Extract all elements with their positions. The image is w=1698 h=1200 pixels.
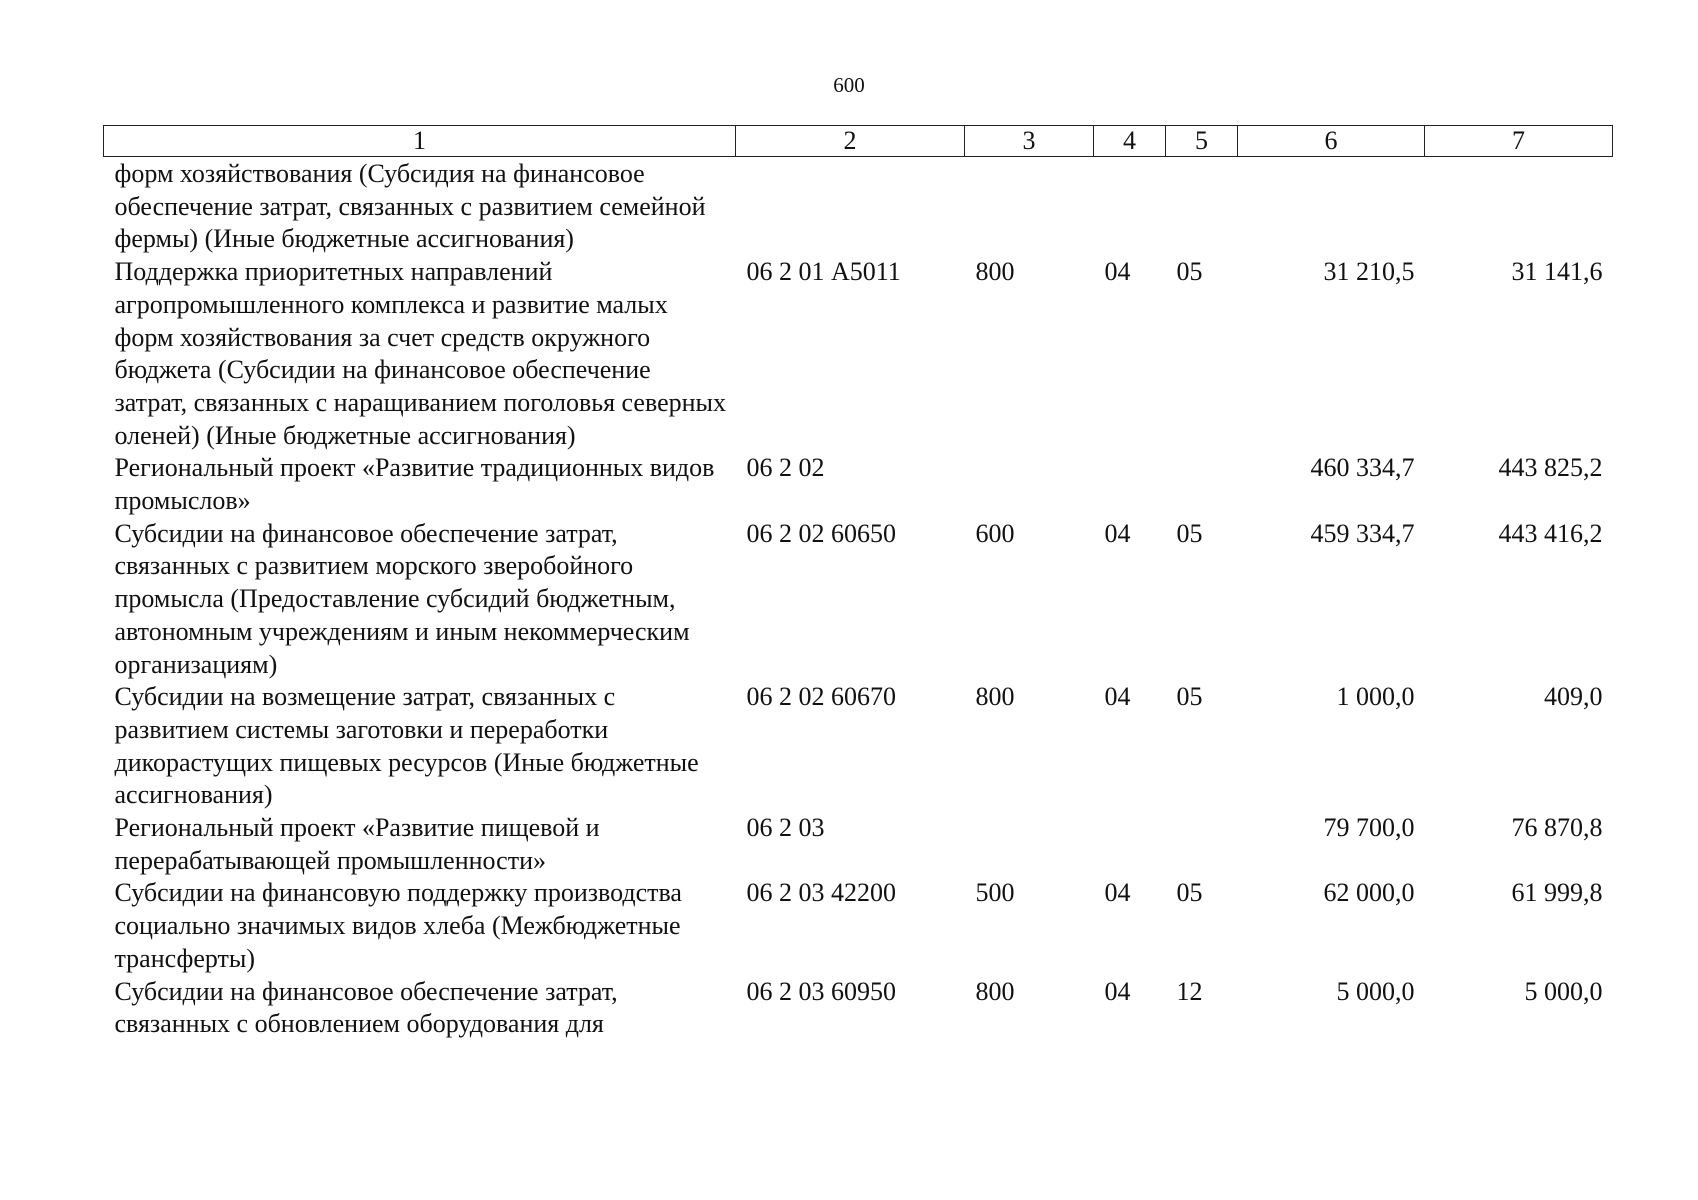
- row-type: 800: [975, 976, 1015, 1006]
- row-subsection: 12: [1176, 976, 1203, 1006]
- table-header-row: [104, 126, 1613, 157]
- row-name: Субсидии на возмещение затрат, связанных с развитием системы заготовки и переработки дикорастущих пищевых ресурсов (Иные бюджетные ассигнования): [114, 682, 699, 810]
- table-row: [104, 976, 1613, 1041]
- row-name: Субсидии на финансовое обеспечение затрат, связанных с развитием морского зверобойного промысла (Предоставление субсидий бюджетным, автономным учреждениям и иным некоммерческим организациям): [114, 518, 690, 679]
- row-code: 06 2 01 А5011: [746, 257, 901, 287]
- row-name: Поддержка приоритетных направлений агропромышленного комплекса и развитие малых форм хозяйствования за счет средств окружного бюджета (Субсидии на финансовое обеспечение затрат, связанных с наращиванием поголовья северных оленей) (Иные бюджетные ассигнования): [114, 257, 726, 450]
- column-header-7: 7: [1425, 126, 1613, 157]
- table-row: [104, 877, 1613, 975]
- row-subsection: 05: [1176, 878, 1203, 908]
- row-code: [736, 157, 965, 257]
- row-section: [1094, 452, 1166, 517]
- table-row: [104, 157, 1613, 257]
- row-type: [965, 157, 1094, 257]
- row-amount-7: 409,0: [1544, 682, 1603, 712]
- row-amount-6: 1 000,0: [1336, 682, 1415, 712]
- row-section: 04: [1104, 976, 1131, 1006]
- row-name: Региональный проект «Развитие пищевой и перерабатывающей промышленности»: [114, 813, 600, 875]
- row-subsection: [1166, 812, 1238, 877]
- row-type: 800: [975, 257, 1015, 287]
- budget-table: [103, 125, 1613, 1041]
- row-subsection: 05: [1176, 518, 1203, 548]
- row-section: [1094, 812, 1166, 877]
- row-amount-6: 62 000,0: [1323, 878, 1415, 908]
- row-subsection: [1166, 157, 1238, 257]
- row-amount-6: 5 000,0: [1336, 976, 1415, 1006]
- row-code: 06 2 02: [746, 453, 825, 483]
- table-row: [104, 681, 1613, 812]
- row-name: Субсидии на финансовое обеспечение затрат, связанных с обновлением оборудования для: [114, 976, 618, 1039]
- row-name: Субсидии на финансовую поддержку производства социально значимых видов хлеба (Межбюджетные трансферты): [114, 878, 682, 973]
- row-section: 04: [1104, 682, 1131, 712]
- row-amount-6: 79 700,0: [1323, 813, 1415, 843]
- row-subsection: 05: [1176, 682, 1203, 712]
- row-type: 500: [975, 878, 1015, 908]
- row-type: [965, 812, 1094, 877]
- row-amount-7: 5 000,0: [1524, 976, 1603, 1006]
- row-code: 06 2 03: [746, 813, 825, 843]
- page-number: 600: [833, 73, 865, 97]
- column-header-2: 2: [736, 126, 965, 157]
- row-code: 06 2 02 60650: [746, 518, 896, 548]
- row-subsection: [1166, 452, 1238, 517]
- table-row: [104, 812, 1613, 877]
- row-amount-6: 31 210,5: [1323, 257, 1415, 287]
- row-section: 04: [1104, 518, 1131, 548]
- row-amount-7: 76 870,8: [1511, 813, 1603, 843]
- row-section: 04: [1104, 257, 1131, 287]
- column-header-5: 5: [1166, 126, 1238, 157]
- row-amount-7: [1425, 157, 1613, 257]
- row-type: 800: [975, 682, 1015, 712]
- row-name: форм хозяйствования (Субсидия на финансовое обеспечение затрат, связанных с развитием семейной фермы) (Иные бюджетные ассигнования): [114, 159, 706, 254]
- row-code: 06 2 03 42200: [746, 878, 896, 908]
- row-amount-6: 459 334,7: [1310, 518, 1415, 548]
- row-section: [1094, 157, 1166, 257]
- row-amount-7: 443 825,2: [1498, 453, 1603, 483]
- row-amount-6: 460 334,7: [1310, 453, 1415, 483]
- row-amount-7: 31 141,6: [1511, 257, 1603, 287]
- row-section: 04: [1104, 878, 1131, 908]
- table-row: [104, 256, 1613, 452]
- row-type: 600: [975, 518, 1015, 548]
- column-header-1: 1: [104, 126, 736, 157]
- row-subsection: 05: [1176, 257, 1203, 287]
- table-row: [104, 452, 1613, 517]
- column-header-4: 4: [1094, 126, 1166, 157]
- row-name: Региональный проект «Развитие традиционных видов промыслов»: [114, 453, 715, 516]
- row-code: 06 2 03 60950: [746, 976, 896, 1006]
- row-type: [965, 452, 1094, 517]
- row-amount-7: 61 999,8: [1511, 878, 1603, 908]
- column-header-6: 6: [1238, 126, 1425, 157]
- row-code: 06 2 02 60670: [746, 682, 896, 712]
- column-header-3: 3: [965, 126, 1094, 157]
- table-row: [104, 518, 1613, 682]
- row-amount-6: [1238, 157, 1425, 257]
- row-amount-7: 443 416,2: [1498, 518, 1603, 548]
